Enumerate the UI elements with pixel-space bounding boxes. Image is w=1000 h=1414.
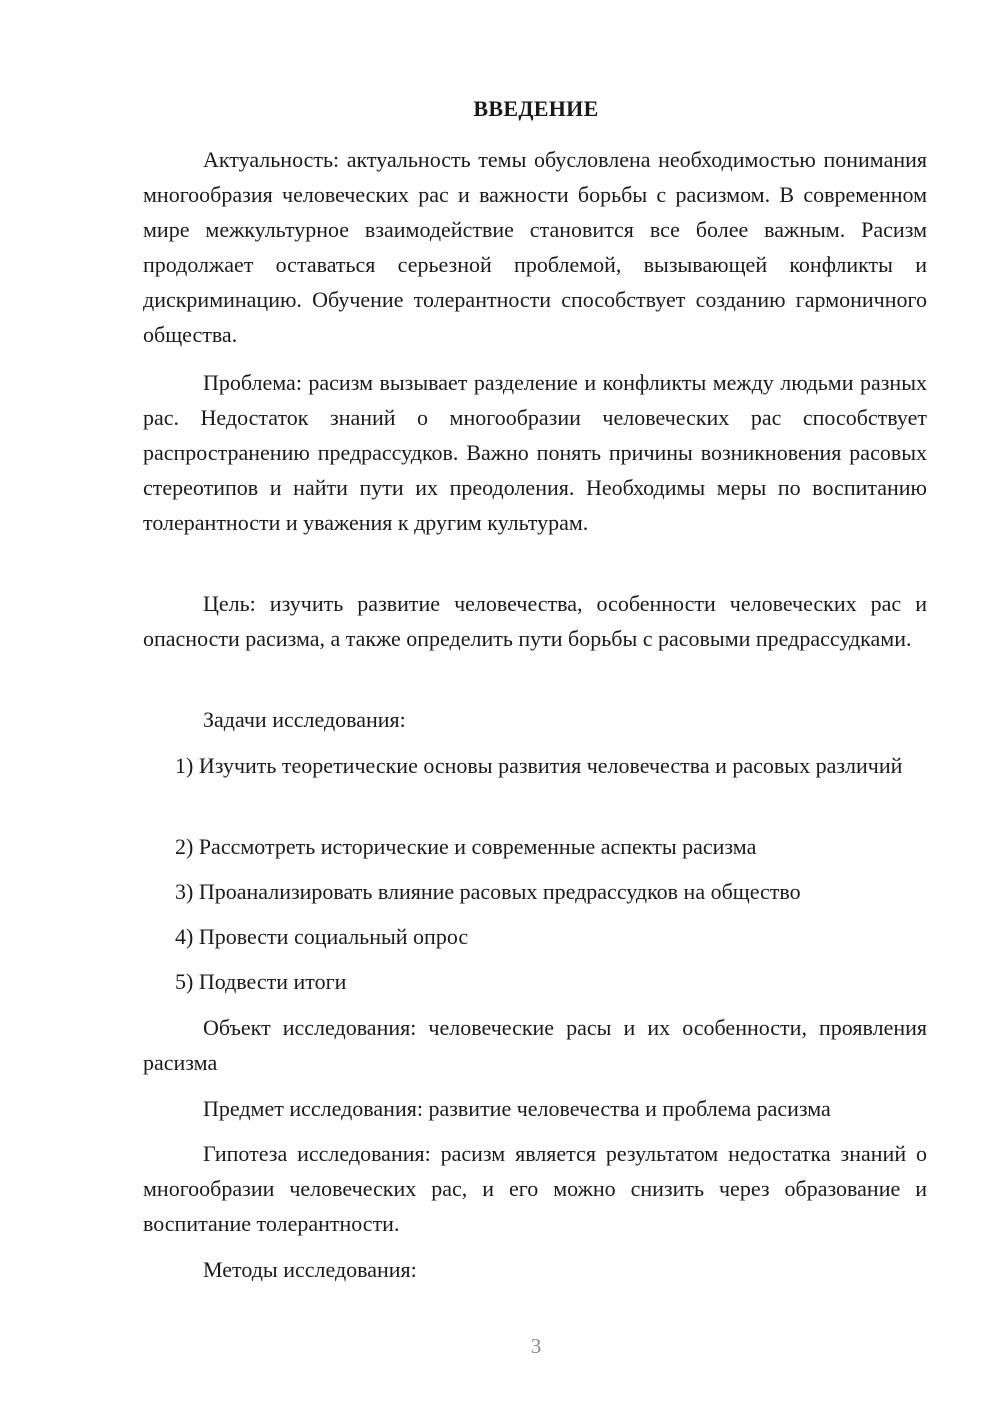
task-item-3: 3) Проанализировать влияние расовых предрассудков на общество	[175, 879, 801, 904]
page-number: 3	[530, 1334, 542, 1358]
task-item-4: 4) Провести социальный опрос	[175, 924, 469, 949]
task-item-5: 5) Подвести итоги	[175, 969, 347, 994]
paragraph-tasks-heading: Задачи исследования:	[203, 707, 406, 732]
paragraph-relevance: Актуальность: актуальность темы обусловлена необходимостью понимания многообразия человеческих рас и важности борьбы с расизмом. В современном мире межкультурное взаимодействие становится все более важным. Расизм продолжает оставаться серьезной проблемой, вызывающей конфликты и дискриминацию. Обучение толерантности способствует созданию гармоничного общества.	[143, 147, 927, 347]
task-item-2: 2) Рассмотреть исторические и современные аспекты расизма	[175, 834, 757, 859]
paragraph-hypothesis: Гипотеза исследования: расизм является результатом недостатка знаний о многообразии человеческих рас, и его можно снизить через образование и воспитание толерантности.	[143, 1141, 927, 1236]
paragraph-research-object: Объект исследования: человеческие расы и их особенности, проявления расизма	[143, 1015, 927, 1075]
paragraph-methods: Методы исследования:	[203, 1257, 417, 1282]
paragraph-problem: Проблема: расизм вызывает разделение и конфликты между людьми разных рас. Недостаток знаний о многообразии человеческих рас способствует распространению предрассудков. Важно понять причины возникновения расовых стереотипов и найти пути их преодоления. Необходимы меры по воспитанию толерантности и уважения к другим культурам.	[143, 370, 927, 535]
paragraph-goal: Цель: изучить развитие человечества, особенности человеческих рас и опасности расизма, а также определить пути борьбы с расовыми предрассудками.	[143, 591, 927, 651]
paragraph-research-subject: Предмет исследования: развитие человечества и проблема расизма	[203, 1096, 831, 1121]
section-title: ВВЕДЕНИЕ	[473, 96, 599, 121]
task-item-1: 1) Изучить теоретические основы развития человечества и расовых различий	[175, 753, 903, 778]
